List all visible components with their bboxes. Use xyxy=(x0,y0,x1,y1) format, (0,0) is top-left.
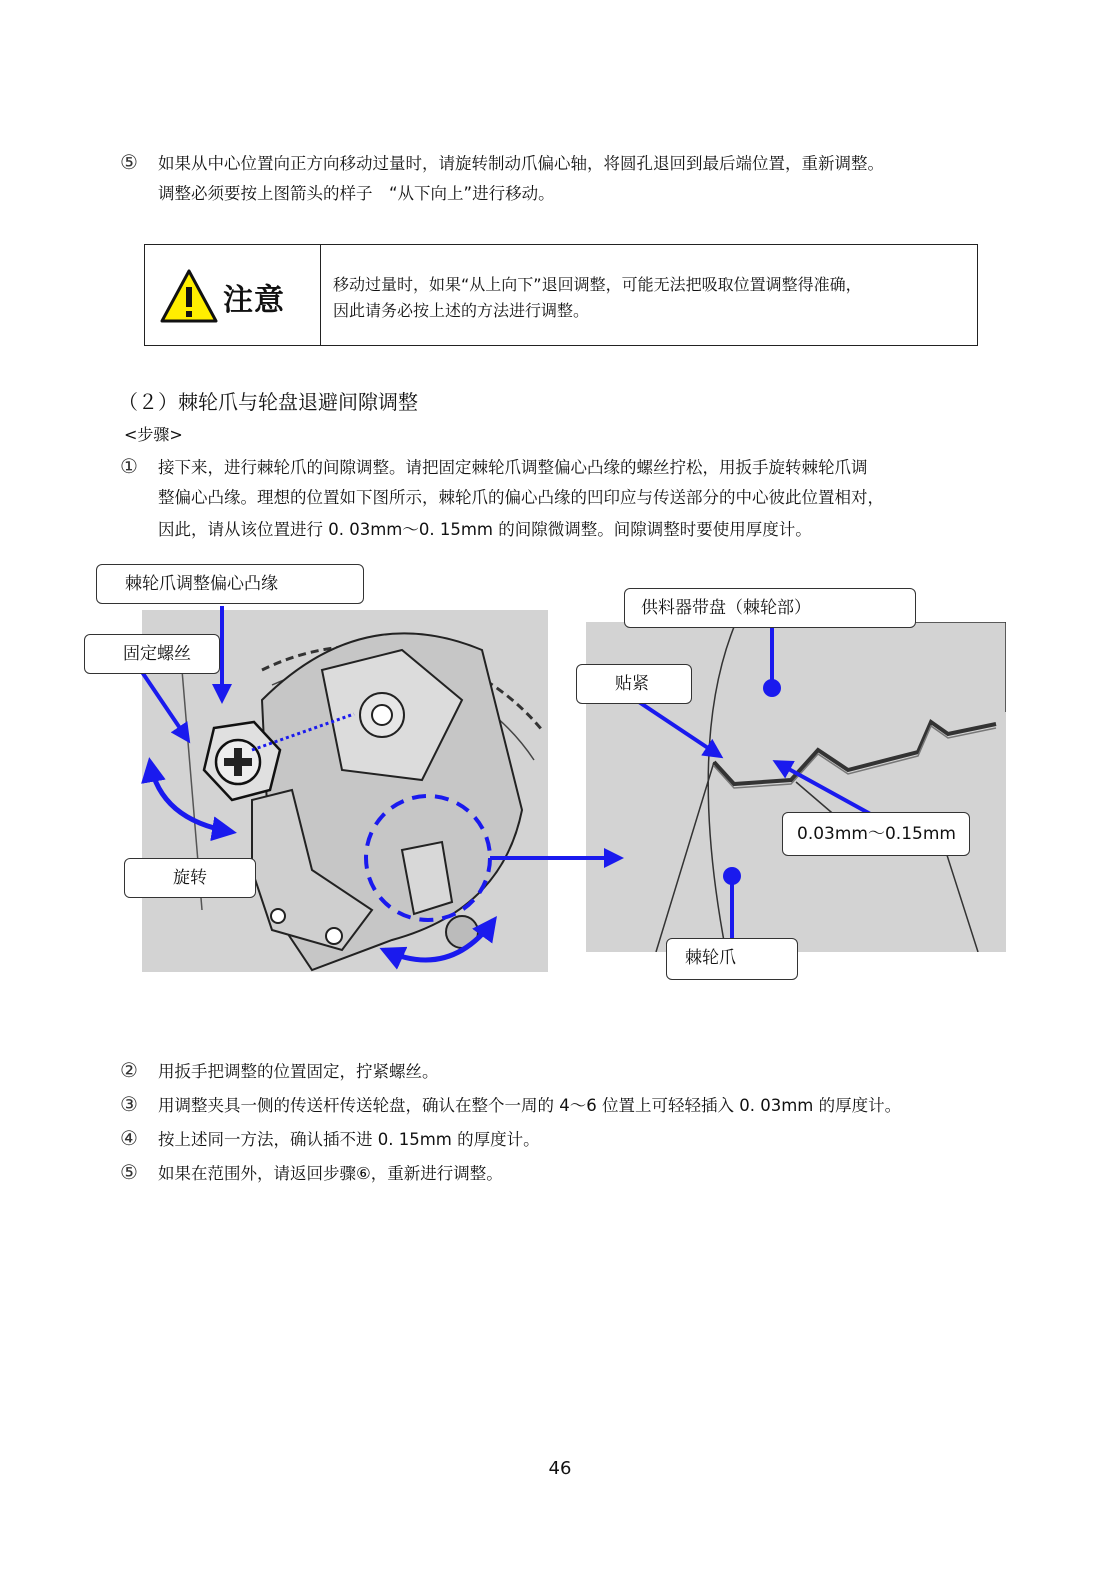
step-text: 接下来，进行棘轮爪的间隙调整。请把固定棘轮爪调整偏心凸缘的螺丝拧松，用扳手旋转棘轮爪调 xyxy=(158,458,868,477)
callout-gap: 0.03mm～0.15mm xyxy=(782,812,970,856)
step1-line-2: 整偏心凸缘。理想的位置如下图所示，棘轮爪的偏心凸缘的凹印应与传送部分的中心彼此位置相对， xyxy=(158,488,884,507)
caution-header xyxy=(145,245,321,345)
caution-text-1: 移动过量时，如果“从上向下”退回调整，可能无法把吸取位置调整得准确， xyxy=(333,275,862,294)
callout-rotate: 旋转 xyxy=(124,858,256,898)
step4-line xyxy=(120,1126,540,1152)
step-number: ② xyxy=(120,1058,138,1082)
step-text: 如果从中心位置向正方向移动过量时，请旋转制动爪偏心轴，将圆孔退回到最后端位置，重新调整。 xyxy=(158,154,884,173)
caution-box xyxy=(144,244,978,346)
callout-eccentric-flange: 棘轮爪调整偏心凸缘 xyxy=(96,564,364,604)
step-number: ④ xyxy=(120,1126,138,1150)
step1-line-1 xyxy=(120,454,868,480)
step-number: ⑤ xyxy=(120,150,138,174)
step-number: ① xyxy=(120,454,138,478)
step5-line xyxy=(120,1160,503,1186)
step-text: 按上述同一方法，确认插不进 0. 15mm 的厚度计。 xyxy=(158,1130,540,1149)
step-text: 用扳手把调整的位置固定，拧紧螺丝。 xyxy=(158,1062,439,1081)
step-text: 如果在范围外，请返回步骤⑥，重新进行调整。 xyxy=(158,1164,503,1183)
callout-tight: 贴紧 xyxy=(576,664,692,704)
top-step-line-1 xyxy=(120,150,884,176)
page-number: 46 xyxy=(548,1458,572,1479)
callout-feeder-tape-reel: 供料器带盘（棘轮部） xyxy=(624,588,916,628)
warning-triangle-icon xyxy=(159,267,219,327)
callout-fixing-screw: 固定螺丝 xyxy=(84,634,220,674)
caution-text-2: 因此请务必按上述的方法进行调整。 xyxy=(333,301,590,320)
top-step-line-2: 调整必须要按上图箭头的样子 “从下向上”进行移动。 xyxy=(158,184,555,203)
step1-line-3: 因此，请从该位置进行 0. 03mm～0. 15mm 的间隙微调整。间隙调整时要使用厚度计。 xyxy=(158,520,812,539)
step2-line xyxy=(120,1058,439,1084)
callout-ratchet-pawl: 棘轮爪 xyxy=(666,938,798,980)
section-title: （２）棘轮爪与轮盘退避间隙调整 xyxy=(118,390,418,414)
step-text: 用调整夹具一侧的传送杆传送轮盘，确认在整个一周的 4～6 位置上可轻轻插入 0. 03mm 的厚度计。 xyxy=(158,1096,902,1115)
steps-label: <步骤> xyxy=(124,425,183,444)
caution-title: 注意 xyxy=(223,283,285,318)
step-number: ⑤ xyxy=(120,1160,138,1184)
step-number: ③ xyxy=(120,1092,138,1116)
step3-line xyxy=(120,1092,901,1118)
